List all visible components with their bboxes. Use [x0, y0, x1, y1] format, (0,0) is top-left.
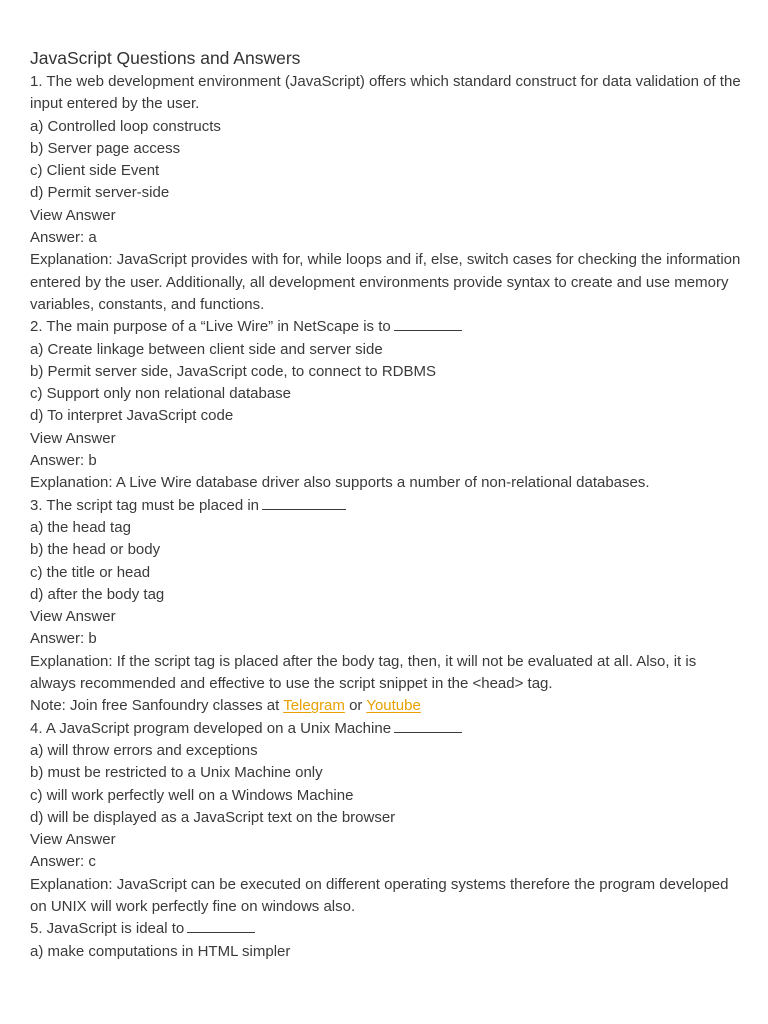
question-3-option-c: c) the title or head — [30, 563, 151, 581]
question-1-option-d: d) Permit server-side — [30, 184, 170, 202]
question-3-answer: Answer: b — [30, 630, 97, 648]
fill-in-blank — [394, 316, 462, 331]
fill-in-blank — [394, 718, 462, 733]
join-classes-note — [30, 695, 746, 717]
question-2-option-d: d) To interpret JavaScript code — [30, 407, 234, 425]
question-4-answer: Answer: c — [30, 853, 96, 871]
article-content — [30, 46, 746, 963]
question-3-view-answer[interactable]: View Answer — [30, 608, 116, 626]
question-2-option-a: a) Create linkage between client side and server side — [30, 340, 383, 358]
telegram-link[interactable]: Telegram — [283, 697, 345, 715]
note-prefix: Note: Join free Sanfoundry classes at — [30, 697, 284, 715]
question-2-answer: Answer: b — [30, 452, 97, 470]
question-4-option-b: b) must be restricted to a Unix Machine only — [30, 764, 323, 782]
question-2-view-answer[interactable]: View Answer — [30, 429, 116, 447]
question-3-explanation: Explanation: If the script tag is placed after the body tag, then, it will not be evaluated at all. Also, it is always recommended and effective to use the script snippet in the <head> tag. — [30, 652, 697, 693]
question-4-option-d: d) will be displayed as a JavaScript text on the browser — [30, 808, 396, 826]
question-3-stem: 3. The script tag must be placed in — [30, 496, 260, 514]
question-2-text — [30, 316, 746, 338]
question-5-text — [30, 918, 746, 940]
question-3-text — [30, 495, 746, 517]
question-4-stem: 4. A JavaScript program developed on a Unix Machine — [30, 719, 392, 737]
question-1-answer: Answer: a — [30, 229, 97, 247]
question-4-text — [30, 718, 746, 740]
question-5-option-a: a) make computations in HTML simpler — [30, 942, 291, 960]
question-1-explanation: Explanation: JavaScript provides with for, while loops and if, else, switch cases for checking the information entered by the user. Additionally, all development environments provide syntax to create and use memory variables, constants, and functions. — [30, 251, 741, 313]
question-4-view-answer[interactable]: View Answer — [30, 831, 116, 849]
note-middle: or — [344, 697, 367, 715]
question-3-option-b: b) the head or body — [30, 541, 161, 559]
page-title: JavaScript Questions and Answers — [30, 48, 301, 68]
question-4-explanation: Explanation: JavaScript can be executed on different operating systems therefore the program developed on UNIX will work perfectly fine on windows also. — [30, 875, 729, 915]
question-1-option-a: a) Controlled loop constructs — [30, 117, 221, 135]
question-5-stem: 5. JavaScript is ideal to — [30, 920, 185, 938]
youtube-link[interactable]: Youtube — [366, 697, 421, 715]
question-4-option-c: c) will work perfectly well on a Windows Machine — [30, 786, 354, 804]
question-2-option-b: b) Permit server side, JavaScript code, to connect to RDBMS — [30, 362, 436, 380]
question-1-view-answer[interactable]: View Answer — [30, 206, 116, 224]
question-1-text: 1. The web development environment (JavaScript) offers which standard construct for data validation of the input entered by the user. — [30, 73, 741, 113]
question-2-stem: 2. The main purpose of a “Live Wire” in NetScape is to — [30, 318, 391, 336]
fill-in-blank — [187, 918, 255, 933]
question-3-option-a: a) the head tag — [30, 518, 131, 536]
question-4-option-a: a) will throw errors and exceptions — [30, 741, 258, 759]
question-3-option-d: d) after the body tag — [30, 585, 165, 603]
question-2-explanation: Explanation: A Live Wire database driver also supports a number of non-relational databases. — [30, 474, 650, 492]
fill-in-blank — [262, 495, 346, 510]
question-1-option-b: b) Server page access — [30, 139, 181, 157]
question-1-option-c: c) Client side Event — [30, 162, 160, 180]
question-2-option-c: c) Support only non relational database — [30, 385, 292, 403]
